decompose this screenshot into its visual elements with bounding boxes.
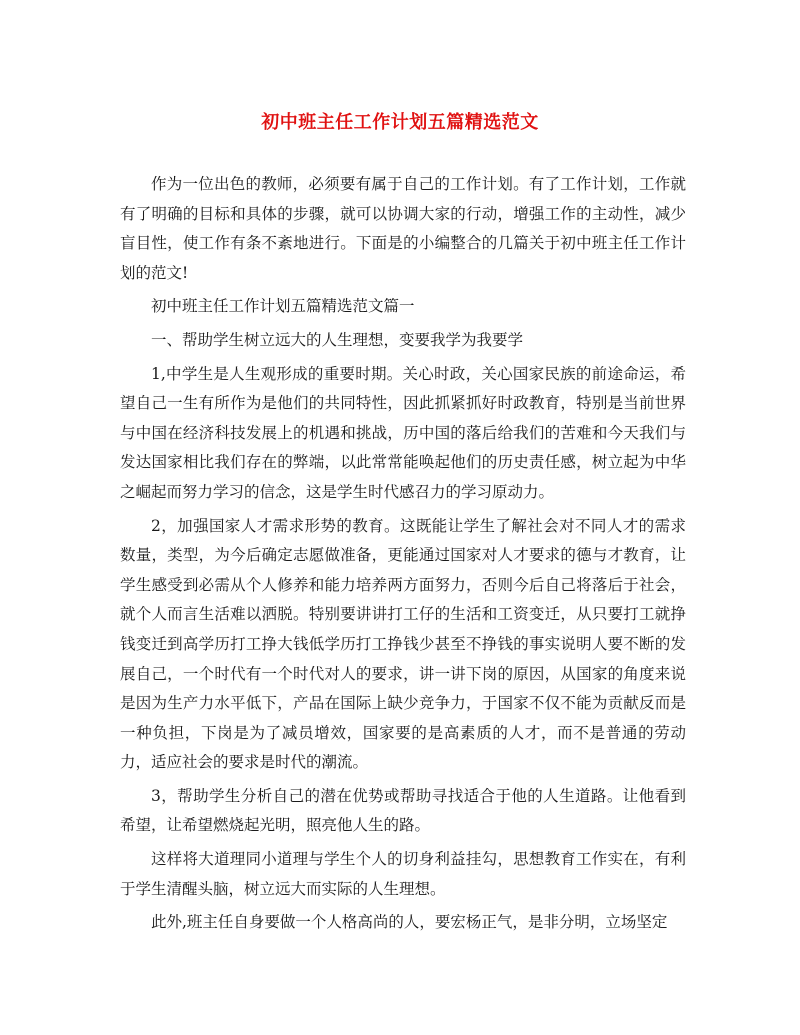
- body-paragraph: 2，加强国家人才需求形势的教育。这既能让学生了解社会对不同人才的需求数量，类型，为今后确定志愿做准备，更能通过国家对人才要求的德与才教育，让学生感受到必需从个人修养和能力培养两方面努力，否则今后自己将落后于社会，就个人而言生活难以洒脱。特别要讲讲打工仔的生活和工资变迁，从只要打工就挣钱变迁到高学历打工挣大钱低学历打工挣钱少甚至不挣钱的事实说明人要不断的发展自己，一个时代有一个时代对人的要求，讲一讲下岗的原因，从国家的角度来说是因为生产力水平低下，产品在国际上缺少竞争力，于国家不仅不能为贡献反而是一种负担，下岗是为了减员增效，国家要的是高素质的人才，而不是普通的劳动力，适应社会的要求是时代的潮流。: [120, 516, 686, 772]
- document-body: [120, 170, 686, 942]
- subsection-heading: 一、帮助学生树立远大的人生理想，变要我学为我要学: [151, 330, 524, 349]
- body-paragraph: 1,中学生是人生观形成的重要时期。关心时政，关心国家民族的前途命运，希望自己一生有所作为是他们的共同特性，因此抓紧抓好时政教育，特别是当前世界与中国在经济科技发展上的机遇和挑战，历中国的落后给我们的苦难和今天我们与发达国家相比我们存在的弊端，以此常常能唤起他们的历史责任感，树立起为中华之崛起而努力学习的信念，这是学生时代感召力的学习原动力。: [120, 364, 686, 501]
- intro-paragraph: 作为一位出色的教师，必须要有属于自己的工作计划。有了工作计划，工作就有了明确的目标和具体的步骤，就可以协调大家的行动，增强工作的主动性，减少盲目性，使工作有条不紊地进行。下面是的小编整合的几篇关于初中班主任工作计划的范文!: [120, 175, 686, 282]
- body-paragraph: 这样将大道理同小道理与学生个人的切身利益挂勾，思想教育工作实在，有利于学生清醒头脑，树立远大而实际的人生理想。: [120, 850, 686, 898]
- document-title: 初中班主任工作计划五篇精选范文: [261, 112, 539, 133]
- body-paragraph: 3，帮助学生分析自己的潜在优势或帮助寻找适合于他的人生道路。让他看到希望，让希望燃烧起光明，照亮他人生的路。: [120, 786, 686, 835]
- section-heading: 初中班主任工作计划五篇精选范文篇一: [151, 297, 415, 316]
- body-paragraph: 此外,班主任自身要做一个人格高尚的人，要宏杨正气，是非分明，立场坚定: [151, 913, 668, 932]
